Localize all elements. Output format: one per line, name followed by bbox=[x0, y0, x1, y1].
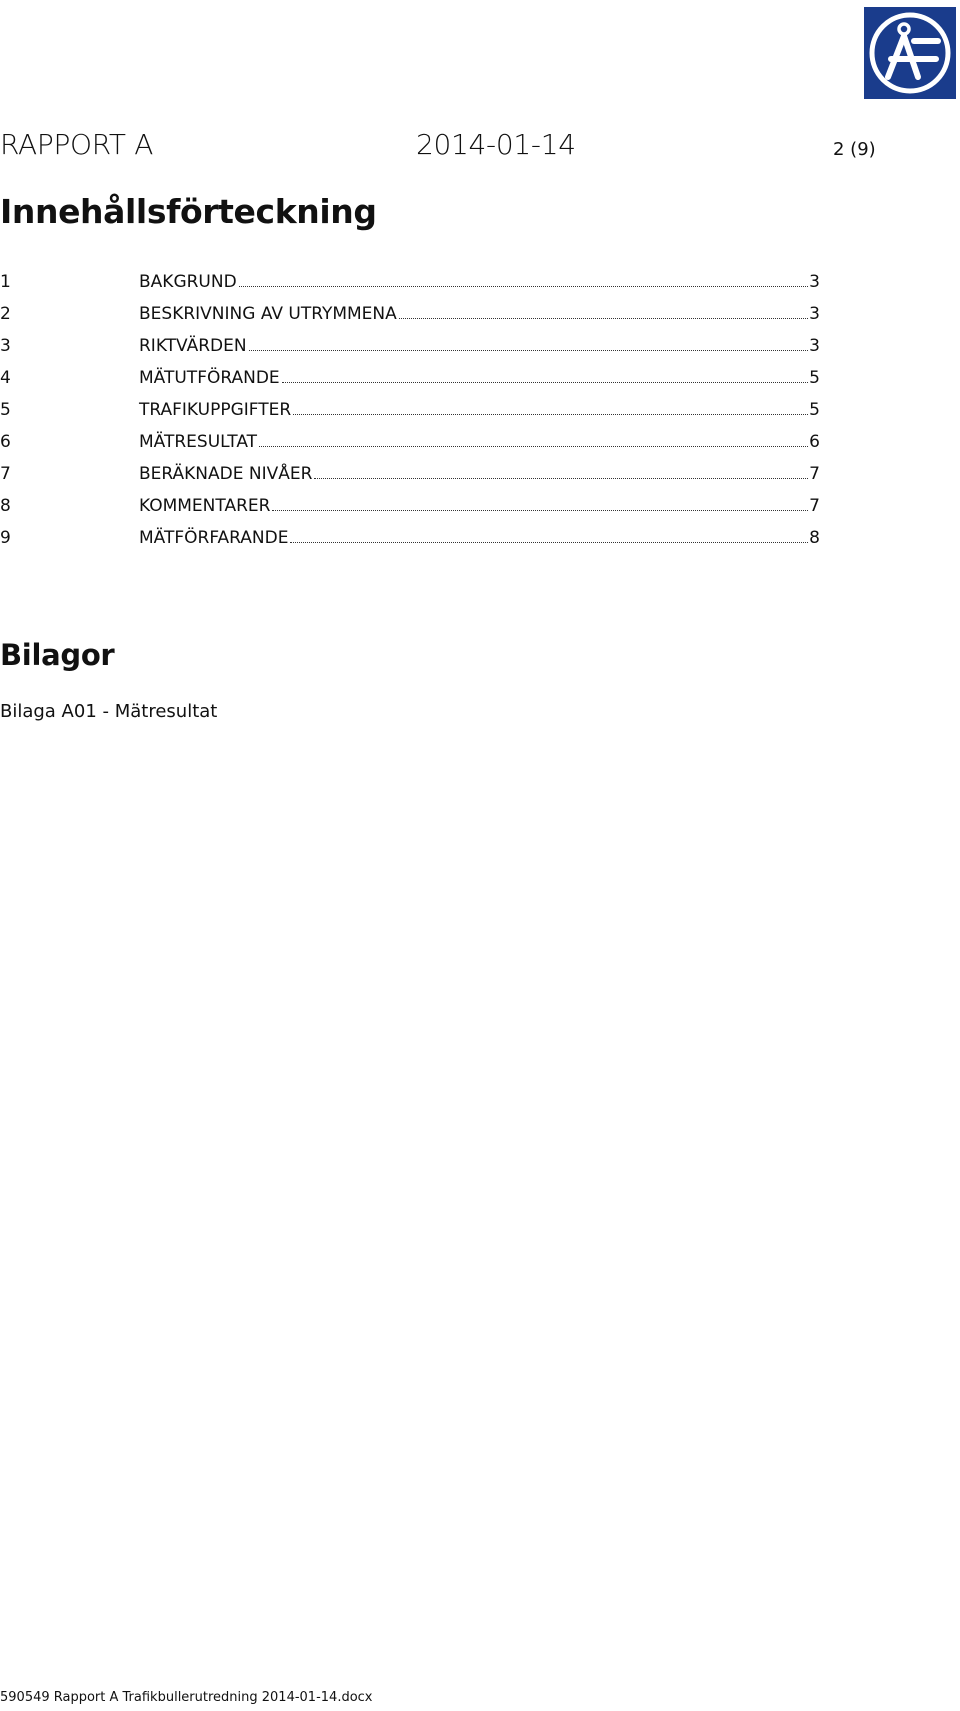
toc-entry-title: RIKTVÄRDEN bbox=[139, 336, 247, 356]
toc-dot-leader bbox=[293, 413, 808, 415]
toc-entry-number: 9 bbox=[0, 528, 11, 548]
toc-entry-number: 3 bbox=[0, 336, 11, 356]
toc-entry-number: 5 bbox=[0, 400, 11, 420]
toc-entry-title: KOMMENTARER bbox=[139, 496, 271, 516]
page-number: 2 (9) bbox=[833, 139, 876, 160]
toc-entry-page: 5 bbox=[809, 400, 820, 420]
toc-entry[interactable] bbox=[0, 522, 820, 554]
toc-dot-leader bbox=[399, 317, 808, 319]
toc-entry-number: 2 bbox=[0, 304, 11, 324]
table-of-contents bbox=[0, 266, 820, 554]
toc-entry-title: MÄTUTFÖRANDE bbox=[139, 368, 280, 388]
report-title: RAPPORT A bbox=[0, 128, 154, 161]
toc-dot-leader bbox=[282, 381, 809, 383]
toc-dot-leader bbox=[249, 349, 809, 351]
toc-entry[interactable] bbox=[0, 298, 820, 330]
attachment-item: Bilaga A01 - Mätresultat bbox=[0, 701, 218, 722]
toc-entry-page: 6 bbox=[809, 432, 820, 452]
document-footer: 590549 Rapport A Trafikbullerutredning 2014-01-14.docx bbox=[0, 1690, 373, 1705]
toc-entry[interactable] bbox=[0, 330, 820, 362]
af-logo-icon bbox=[864, 7, 956, 99]
toc-entry-title: MÄTRESULTAT bbox=[139, 432, 258, 452]
toc-entry-page: 7 bbox=[809, 464, 820, 484]
toc-dot-leader bbox=[239, 285, 808, 287]
toc-entry[interactable] bbox=[0, 394, 820, 426]
attachments-heading: Bilagor bbox=[0, 638, 115, 672]
toc-dot-leader bbox=[259, 445, 808, 447]
toc-entry[interactable] bbox=[0, 266, 820, 298]
toc-entry-number: 6 bbox=[0, 432, 11, 452]
toc-entry-page: 7 bbox=[809, 496, 820, 516]
toc-entry[interactable] bbox=[0, 490, 820, 522]
toc-dot-leader bbox=[272, 509, 808, 511]
toc-entry-title: BERÄKNADE NIVÅER bbox=[139, 464, 313, 484]
report-date: 2014-01-14 bbox=[416, 128, 576, 161]
toc-entry-page: 5 bbox=[809, 368, 820, 388]
toc-heading: Innehållsförteckning bbox=[0, 192, 377, 231]
toc-entry-number: 4 bbox=[0, 368, 11, 388]
toc-entry-number: 1 bbox=[0, 272, 11, 292]
toc-entry-number: 8 bbox=[0, 496, 11, 516]
toc-dot-leader bbox=[290, 541, 808, 543]
toc-entry-page: 8 bbox=[809, 528, 820, 548]
toc-entry[interactable] bbox=[0, 458, 820, 490]
toc-entry-page: 3 bbox=[809, 304, 820, 324]
toc-entry-title: BESKRIVNING AV UTRYMMENA bbox=[139, 304, 397, 324]
toc-dot-leader bbox=[314, 477, 808, 479]
toc-entry-page: 3 bbox=[809, 272, 820, 292]
toc-entry[interactable] bbox=[0, 426, 820, 458]
toc-entry-title: MÄTFÖRFARANDE bbox=[139, 528, 289, 548]
toc-entry[interactable] bbox=[0, 362, 820, 394]
toc-entry-page: 3 bbox=[809, 336, 820, 356]
toc-entry-title: BAKGRUND bbox=[139, 272, 237, 292]
toc-entry-title: TRAFIKUPPGIFTER bbox=[139, 400, 292, 420]
toc-entry-number: 7 bbox=[0, 464, 11, 484]
